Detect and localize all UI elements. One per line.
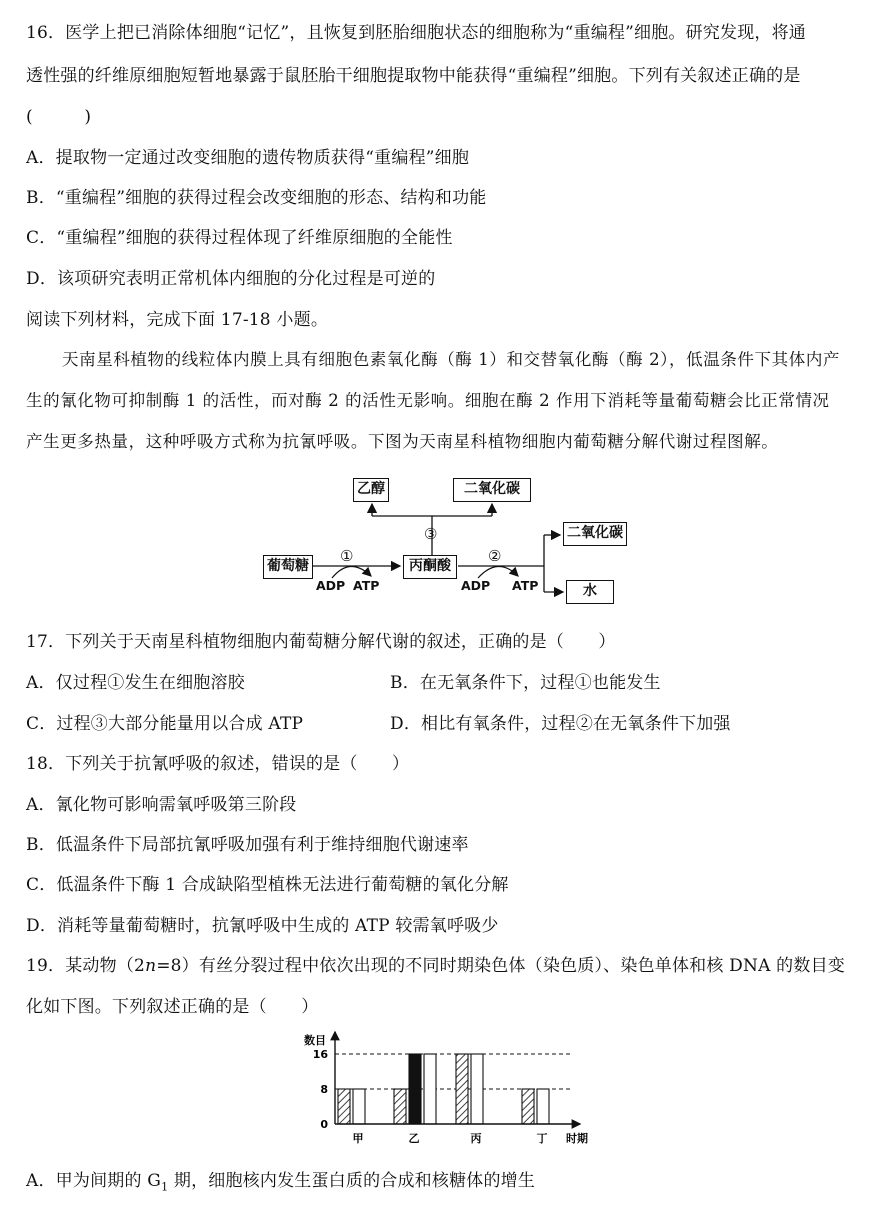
q18-option-a: A．氰化物可影响需氧呼吸第三阶段: [26, 795, 297, 815]
q18-option-b: B．低温条件下局部抗氰呼吸加强有利于维持细胞代谢速率: [26, 835, 469, 855]
y-tick-label: 0: [320, 1118, 328, 1131]
q19-option-a-sub: 1: [161, 1180, 169, 1194]
q16-stem-line3: ( ): [26, 107, 92, 127]
material-line3: 产生更多热量，这种呼吸方式称为抗氰呼吸。下图为天南星科植物细胞内葡萄糖分解代谢过程图解。: [26, 432, 779, 451]
bar-black-乙: [409, 1054, 421, 1124]
material-line1: 天南星科植物的线粒体内膜上具有细胞色素氧化酶（酶 1）和交替氧化酶（酶 2），低温条件下其体内产: [62, 350, 841, 369]
q16-option-b: B．“重编程”细胞的获得过程会改变细胞的形态、结构和功能: [26, 188, 487, 208]
bar-white-丙: [471, 1054, 483, 1124]
q17-option-a: A．仅过程①发生在细胞溶胶: [26, 673, 245, 693]
step1-label: ①: [340, 547, 354, 565]
chart-ylabel: 数目: [304, 1034, 326, 1047]
co2-top-box: 二氧化碳: [453, 478, 531, 502]
q17-stem: 17．下列关于天南星科植物细胞内葡萄糖分解代谢的叙述，正确的是（ ）: [26, 632, 616, 652]
q17-option-d: D．相比有氧条件，过程②在无氧条件下加强: [390, 714, 731, 734]
x-tick-label: 丁: [536, 1132, 548, 1145]
bar-hatched-甲: [338, 1089, 350, 1124]
glucose-box: 葡萄糖: [263, 555, 313, 579]
bar-white-乙: [424, 1054, 436, 1124]
bar-white-丁: [537, 1089, 549, 1124]
q19-option-a-post: 期，细胞核内发生蛋白质的合成和核糖体的增生: [168, 1171, 536, 1191]
x-tick-label: 甲: [352, 1132, 364, 1145]
q16-option-d: D．该项研究表明正常机体内细胞的分化过程是可逆的: [26, 269, 436, 289]
water-box: 水: [566, 580, 614, 604]
q19-stem-post: =8）有丝分裂过程中依次出现的不同时期染色体（染色质）、染色单体和核 DNA 的数目变: [156, 956, 845, 976]
q19-stem-line2: 化如下图。下列叙述正确的是（ ）: [26, 997, 319, 1017]
adp-label-1: ADP: [316, 578, 346, 593]
q19-stem-line1: [26, 951, 845, 976]
q16-option-a: A．提取物一定通过改变细胞的遗传物质获得“重编程”细胞: [26, 148, 470, 168]
q16-stem-line2: 透性强的纤维原细胞短暂地暴露于鼠胚胎干细胞提取物中能获得“重编程”细胞。下列有关叙述正确的是: [26, 66, 801, 86]
reading-intro: 阅读下列材料，完成下面 17-18 小题。: [26, 310, 329, 330]
bar-hatched-丁: [522, 1089, 534, 1124]
co2-right-box: 二氧化碳: [563, 522, 627, 546]
q17-option-c: C．过程③大部分能量用以合成 ATP: [26, 714, 304, 734]
bar-hatched-乙: [394, 1089, 406, 1124]
pyruvate-box: 丙酮酸: [403, 555, 457, 579]
q18-option-d: D．消耗等量葡萄糖时，抗氰呼吸中生成的 ATP 较需氧呼吸少: [26, 916, 499, 936]
q16-option-c: C．“重编程”细胞的获得过程体现了纤维原细胞的全能性: [26, 228, 453, 248]
y-tick-label: 16: [312, 1048, 328, 1061]
q19-stem-pre: 19．某动物（2: [26, 956, 146, 976]
ethanol-box: 乙醇: [353, 478, 389, 502]
q19-option-a: [26, 1166, 535, 1193]
chart-xlabel: 时期: [566, 1132, 588, 1145]
x-tick-label: 乙: [408, 1132, 420, 1145]
q18-stem: 18．下列关于抗氰呼吸的叙述，错误的是（ ）: [26, 754, 410, 774]
step2-label: ②: [488, 547, 502, 565]
bar-chart: [300, 1028, 620, 1153]
bar-white-甲: [353, 1089, 365, 1124]
q16-stem-line1: 16．医学上把已消除体细胞“记忆”，且恢复到胚胎细胞状态的细胞称为“重编程”细胞。研究发现，将通: [26, 23, 806, 43]
bar-hatched-丙: [456, 1054, 468, 1124]
x-tick-label: 丙: [470, 1132, 482, 1145]
step3-label: ③: [424, 525, 438, 543]
q19-option-a-pre: A．甲为间期的 G: [26, 1171, 162, 1191]
y-tick-label: 8: [320, 1083, 328, 1096]
q18-option-c: C．低温条件下酶 1 合成缺陷型植株无法进行葡萄糖的氧化分解: [26, 875, 509, 895]
atp-label-1: ATP: [353, 578, 380, 593]
atp-label-2: ATP: [512, 578, 539, 593]
q17-option-b: B．在无氧条件下，过程①也能发生: [390, 673, 661, 693]
q19-stem-n: n: [145, 956, 157, 976]
material-line2: 生的氰化物可抑制酶 1 的活性，而对酶 2 的活性无影响。细胞在酶 2 作用下消耗等量葡萄糖会比正常情况: [26, 391, 830, 410]
adp-label-2: ADP: [461, 578, 491, 593]
